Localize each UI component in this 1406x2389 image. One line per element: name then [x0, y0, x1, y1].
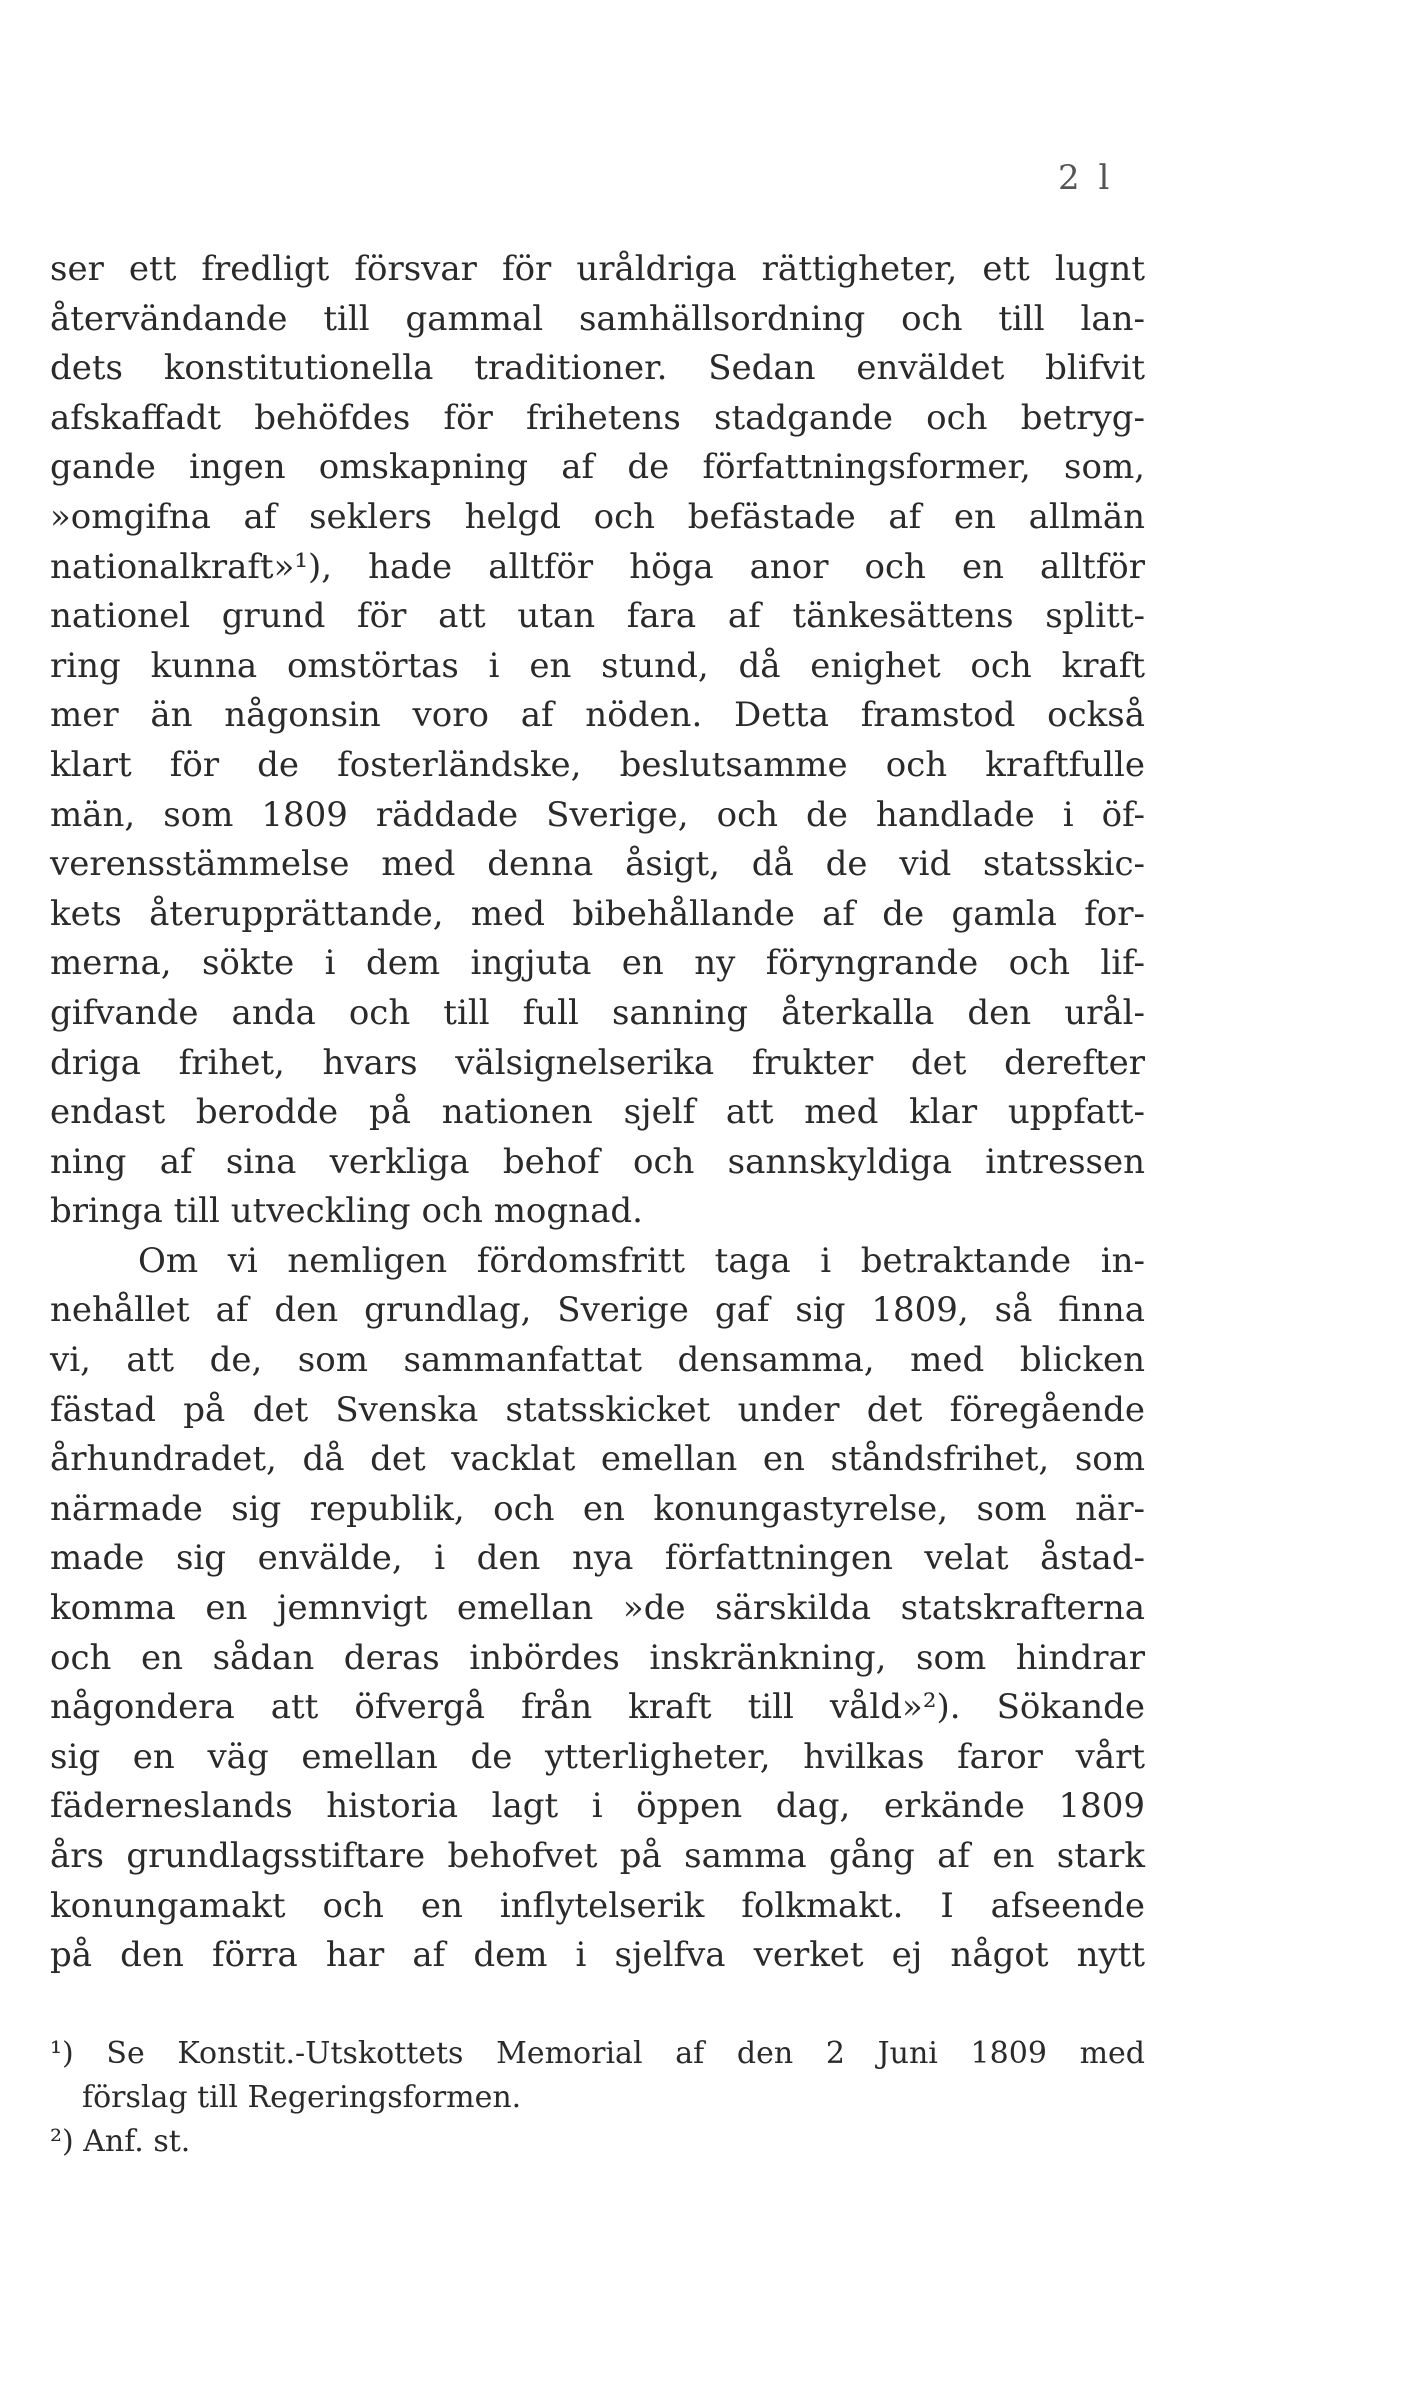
text-line: fästad på det Svenska statsskicket under det föregående — [50, 1389, 1145, 1430]
footnote-1-continuation: förslag till Regeringsformen. — [82, 2080, 522, 2115]
text-line: ser ett fredligt försvar för uråldriga rättigheter, ett lugnt — [50, 249, 1145, 289]
text-line: århundradet, då det vacklat emellan en ståndsfrihet, som — [50, 1439, 1145, 1480]
text-line: mer än någonsin voro af nöden. Detta framstod också — [50, 695, 1145, 736]
text-line: komma en jemnvigt emellan »de särskilda statskrafterna — [50, 1588, 1145, 1629]
text-line: made sig envälde, i den nya författningen velat åstad- — [50, 1538, 1145, 1579]
text-line: verensstämmelse med denna åsigt, då de vid statsskic- — [50, 844, 1145, 885]
text-line: driga frihet, hvars välsignelserika frukter det derefter — [50, 1042, 1145, 1083]
text-line: kets återupprättande, med bibehållande af de gamla for- — [50, 893, 1145, 934]
text-line: gifvande anda och till full sanning återkalla den urål- — [50, 992, 1145, 1033]
paragraph-end-line: bringa till utveckling och mognad. — [50, 1191, 643, 1232]
page-number: 2 l — [1058, 158, 1114, 198]
text-line: ring kunna omstörtas i en stund, då enighet och kraft — [50, 645, 1145, 686]
text-line: afskaffadt behöfdes för frihetens stadgande och betryg- — [50, 397, 1145, 438]
text-line: klart för de fosterländske, beslutsamme och kraftfulle — [50, 744, 1145, 785]
text-line: någondera att öfvergå från kraft till våld»²). Sökande — [50, 1687, 1145, 1728]
body-text — [50, 245, 1145, 1981]
text-line: män, som 1809 räddade Sverige, och de handlade i öf- — [50, 794, 1145, 835]
text-line: endast berodde på nationen sjelf att med klar uppfatt- — [50, 1092, 1145, 1133]
text-line: nehållet af den grundlag, Sverige gaf sig 1809, så finna — [50, 1290, 1145, 1331]
text-line: dets konstitutionella traditioner. Sedan enväldet blifvit — [50, 348, 1145, 389]
text-line: vi, att de, som sammanfattat densamma, med blicken — [50, 1340, 1145, 1381]
footnote-1: ¹) Se Konstit.-Utskottets Memorial af den 2 Juni 1809 med — [50, 2036, 1145, 2071]
paragraph-start-line: Om vi nemligen fördomsfritt taga i betraktande in- — [138, 1240, 1145, 1281]
text-line: och en sådan deras inbördes inskränkning, som hindrar — [50, 1637, 1145, 1678]
footnotes — [50, 2032, 1145, 2164]
text-line: närmade sig republik, och en konungastyrelse, som när- — [50, 1488, 1145, 1529]
text-line: gande ingen omskapning af de författningsformer, som, — [50, 447, 1145, 488]
footnote-2: ²) Anf. st. — [50, 2124, 191, 2159]
text-line: på den förra har af dem i sjelfva verket ej något nytt — [50, 1935, 1145, 1976]
text-line: »omgifna af seklers helgd och befästade af en allmän — [50, 496, 1145, 537]
text-line: konungamakt och en inflytelserik folkmakt. I afseende — [50, 1885, 1145, 1926]
text-line: sig en väg emellan de ytterligheter, hvilkas faror vårt — [50, 1736, 1145, 1777]
text-line: nationalkraft»¹), hade alltför höga anor och en alltför — [50, 546, 1145, 587]
text-line: års grundlagsstiftare behofvet på samma gång af en stark — [50, 1836, 1145, 1876]
text-line: återvändande till gammal samhällsordning och till lan- — [50, 298, 1145, 339]
text-line: ning af sina verkliga behof och sannskyldiga intressen — [50, 1141, 1145, 1182]
text-line: nationel grund för att utan fara af tänkesättens splitt- — [50, 596, 1145, 637]
text-line: merna, sökte i dem ingjuta en ny föryngrande och lif- — [50, 943, 1145, 984]
text-line: fäderneslands historia lagt i öppen dag, erkände 1809 — [50, 1786, 1145, 1827]
